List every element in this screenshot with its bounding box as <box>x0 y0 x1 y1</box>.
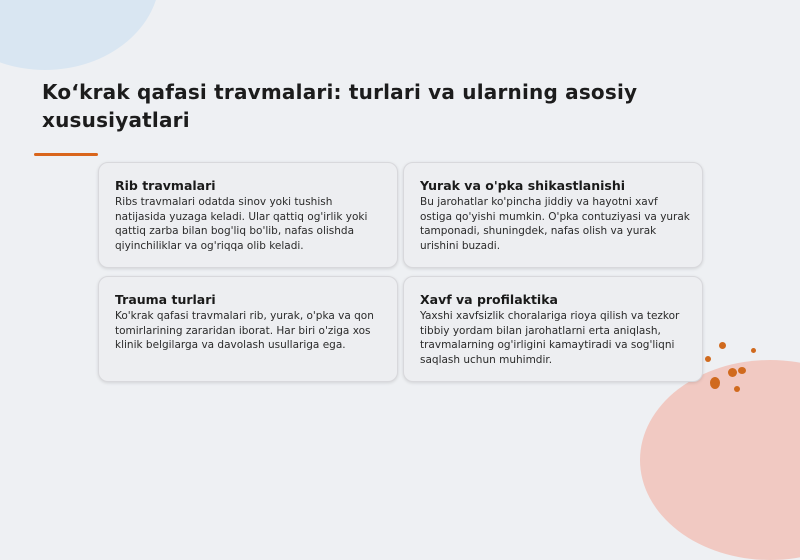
card-body: Yaxshi xavfsizlik choralariga rioya qilish va tezkor tibbiy yordam bilan jarohatlarni erta aniqlash, travmalarning og'irligini kamaytiradi va sog'liqni saqlash uchun muhimdir. <box>420 310 680 366</box>
card-xavf-profilaktika <box>403 276 703 382</box>
card-body: Ko'krak qafasi travmalari rib, yurak, o'pka va qon tomirlarining zararidan iborat. Har biri o'ziga xos klinik belgilarga va davolash usullariga ega. <box>115 310 374 351</box>
card-title: Yurak va o'pka shikastlanishi <box>420 178 626 193</box>
card-rib-travmalari <box>98 162 398 268</box>
card-body: Ribs travmalari odatda sinov yoki tushish natijasida yuzaga keladi. Ular qattiq og'irlik yoki qattiq zarba bilan bog'liq bo'lib, nafas olishda qiyinchiliklar va og'riqqa olib keladi. <box>115 196 368 252</box>
decorative-dot <box>728 368 737 377</box>
card-yurak-opka <box>403 162 703 268</box>
card-body: Bu jarohatlar ko'pincha jiddiy va hayotni xavf ostiga qo'yishi mumkin. O'pka contuziyasi va yurak tamponadi, shuningdek, nafas olish va yurak urishini buzadi. <box>420 196 690 252</box>
card-trauma-turlari <box>98 276 398 382</box>
decorative-dot <box>734 386 740 392</box>
card-title: Trauma turlari <box>115 292 216 307</box>
decorative-dot <box>705 356 711 362</box>
decorative-dot <box>719 342 726 349</box>
decorative-blob-bottom-right <box>640 360 800 560</box>
decorative-blob-top-left <box>0 0 160 70</box>
title-underline <box>34 153 98 156</box>
decorative-dot <box>710 377 720 389</box>
card-title: Xavf va profilaktika <box>420 292 558 307</box>
card-title: Rib travmalari <box>115 178 216 193</box>
decorative-dot <box>738 367 746 374</box>
page-title: Ko‘krak qafasi travmalari: turlari va ularning asosiy xususiyatlari <box>42 80 638 132</box>
decorative-dot <box>751 348 756 353</box>
